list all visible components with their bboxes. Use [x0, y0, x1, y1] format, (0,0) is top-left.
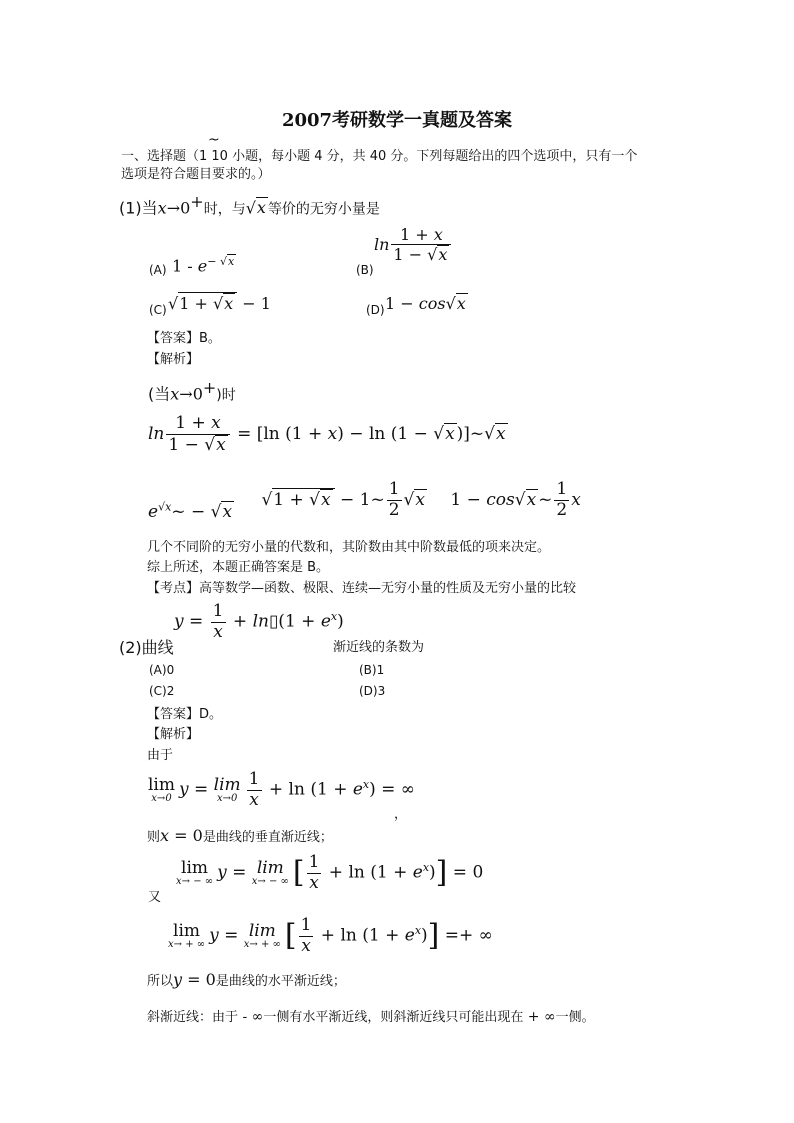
q1-equation-ln: ln $\frac{1 + x}{1 - √x}$ = [ln (1 + x) − ln (1 − √x )]~√x: [148, 413, 506, 455]
q2-xie-3: 一侧。: [555, 1010, 595, 1025]
q2-ze-pre: 则: [147, 830, 161, 845]
q2-youyu: 由于: [147, 748, 174, 763]
q1-opt-a-label: (A): [149, 263, 167, 277]
q1-opt-c-label: (C): [149, 303, 167, 317]
q1-opt-c-math: √1 + √x − 1: [168, 294, 271, 313]
q1-text2: 综上所述，本题正确答案是 B。: [147, 560, 330, 575]
q2-answer: 【答案】D。: [147, 707, 223, 722]
q2-you: 又: [148, 890, 162, 905]
q2-xie-2: 一侧有水平渐近线，则斜渐近线只可能出现在: [263, 1010, 524, 1025]
q2-curve-math: y = $\frac{1}{x}$ + ln▯(1 + $e^x$): [174, 601, 344, 642]
q2-ze: 则x = 0是曲线的垂直渐近线；: [147, 826, 333, 845]
q1-when: (当x→0+)时: [148, 378, 236, 404]
q1-kaodian-text: 高等数学—函数、极限、连续—无穷小量的性质及无穷小量的比较: [199, 581, 577, 596]
q1-answer: 【答案】B。: [147, 331, 221, 346]
q1-stem-mid: 时，与: [203, 201, 246, 218]
q1-text1: 几个不同阶的无穷小量的代数和，其阶数由其中阶数最低的项来决定。: [147, 540, 551, 555]
q2-limit-zero: lim x→0 y = lim x→0 $\frac{1}{x}$ + $\ln (1 + e^x)$ = ∞: [148, 769, 415, 810]
q1-stem: (1)当x→0+时，与√x 等价的无穷小量是: [119, 192, 380, 218]
q1-stem-pre: (1)当: [119, 198, 158, 218]
q1-opt-b-label: (B): [356, 263, 374, 277]
section-intro-line1: 一、选择题（1 10 小题，每小题 4 分，共 40 分。下列每题给出的四个选项中，只有一个: [121, 149, 638, 164]
q2-limit-pos-inf: lim x→ + ∞ y = lim x→ + ∞ [ $\frac{1}{x}$ + $\ln (1 + e^x)$] =+ ∞: [168, 915, 493, 956]
q1-kaodian-tag: 【考点】: [147, 581, 200, 596]
q1-opt-d-label: (D): [366, 303, 385, 317]
q2-limit-neg-inf: lim x→ − ∞ y = lim x→ − ∞ [ $\frac{1}{x}$ + $\ln (1 + e^x)] = 0$: [176, 852, 484, 893]
section-intro-line2: 选项是符合题目要求的。）: [121, 167, 271, 182]
q2-stem-post: 渐近线的条数为: [333, 640, 425, 655]
q2-analysis-head: 【解析】: [147, 727, 200, 742]
q2-suoyi: 所以y = 0是曲线的水平渐近线；: [147, 970, 346, 989]
q2-ze-post: 是曲线的垂直渐近线；: [202, 830, 333, 845]
q2-stem-pre: (2)曲线: [119, 638, 174, 657]
q2-opt-d: (D)3: [359, 684, 386, 698]
q2-opt-c: (C)2: [149, 684, 175, 698]
q2-xie: 斜渐近线：由于 - ∞一侧有水平渐近线，则斜渐近线只可能出现在 + ∞一侧。: [147, 1009, 595, 1025]
q1-when-post: )时: [216, 387, 236, 404]
q1-opt-d-math: 1 − cos√x: [385, 294, 466, 313]
q1-analysis-head: 【解析】: [147, 352, 200, 367]
page-title: 2007考研数学一真题及答案: [281, 110, 513, 131]
q2-opt-a: (A)0: [149, 663, 175, 677]
q1-opt-a-math: $1 - e^{- √x}$: [172, 255, 235, 276]
q2-suoyi-pre: 所以: [147, 974, 174, 989]
q1-math-sqrt-x: x: [256, 198, 266, 218]
q1-stem-post: 等价的无穷小量是: [267, 201, 380, 218]
q2-opt-b: (B)1: [359, 663, 385, 677]
q1-kaodian: [147, 577, 576, 596]
q1-when-pre: (当: [148, 384, 171, 404]
q1-equation-equivs: $e^{√x}\sim - √x$ √1 + √x − 1~ $\frac{1}{2}$ √x 1 − cos√x ~ $\frac{1}{2}$ x: [148, 479, 581, 522]
q2-xie-1: 斜渐近线：由于: [147, 1010, 239, 1025]
section-tilde: ~: [208, 132, 220, 148]
q2-suoyi-post: 是曲线的水平渐近线；: [215, 974, 346, 989]
q1-math-x-to-0: x: [157, 198, 167, 218]
q1-opt-b-math: ln $\frac{1 + x}{1 - √x}$: [374, 226, 453, 265]
q2-comma: ，: [394, 807, 408, 822]
